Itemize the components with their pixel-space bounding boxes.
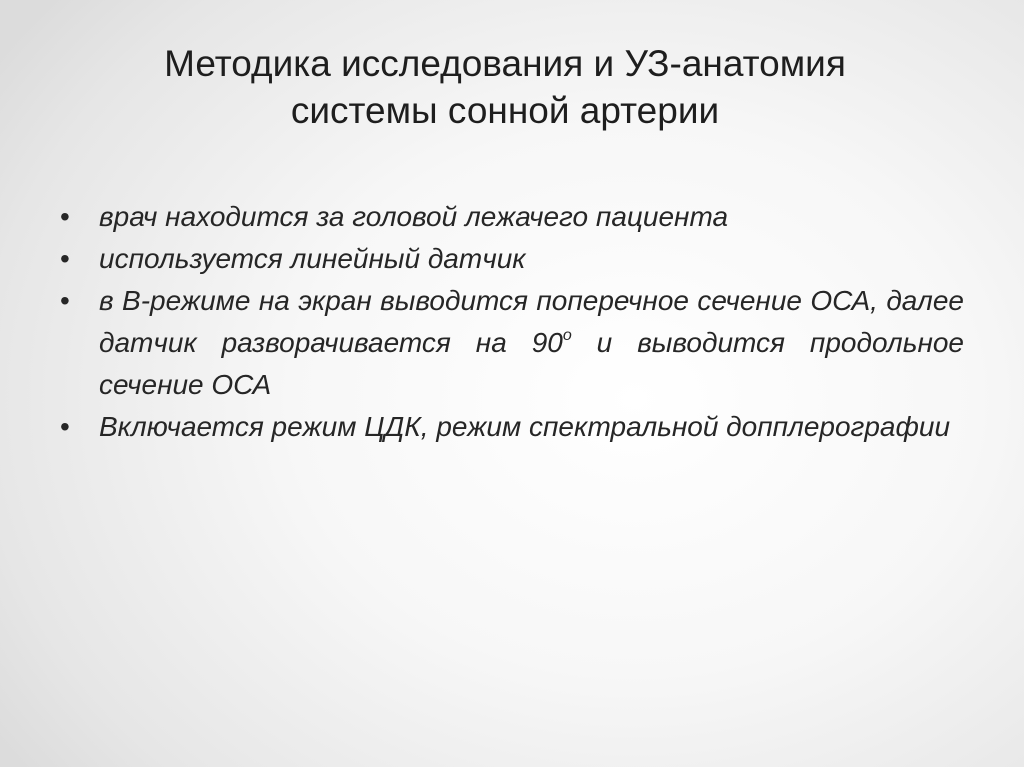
- slide-title-line-2: системы сонной артерии: [290, 90, 720, 131]
- bullet-text: [99, 285, 964, 400]
- bullet-dot-icon: •: [60, 411, 70, 442]
- bullet-item: [60, 280, 964, 406]
- bullet-dot-icon: •: [60, 243, 70, 274]
- degree-superscript: о: [562, 327, 572, 344]
- bullet-item: [60, 196, 964, 238]
- bullet-text-part: и выводится продольное сечение ОСА: [99, 327, 964, 400]
- bullet-text: Включается режим ЦДК, режим спектральной допплерографии: [99, 411, 951, 442]
- bullet-item: [60, 238, 964, 280]
- bullet-dot-icon: •: [60, 201, 70, 232]
- bullet-text: используется линейный датчик: [99, 243, 526, 274]
- slide-title: [100, 40, 910, 134]
- slide-title-line-1: Методика исследования и УЗ-анатомия: [164, 43, 846, 84]
- bullet-text: врач находится за головой лежачего пациента: [99, 201, 729, 232]
- bullet-list: [60, 196, 964, 448]
- bullet-item: [60, 406, 964, 448]
- bullet-text-part: в В-режиме на экран выводится поперечное сечение ОСА, далее датчик разворачивается на 90: [99, 285, 964, 358]
- bullet-dot-icon: •: [60, 285, 70, 316]
